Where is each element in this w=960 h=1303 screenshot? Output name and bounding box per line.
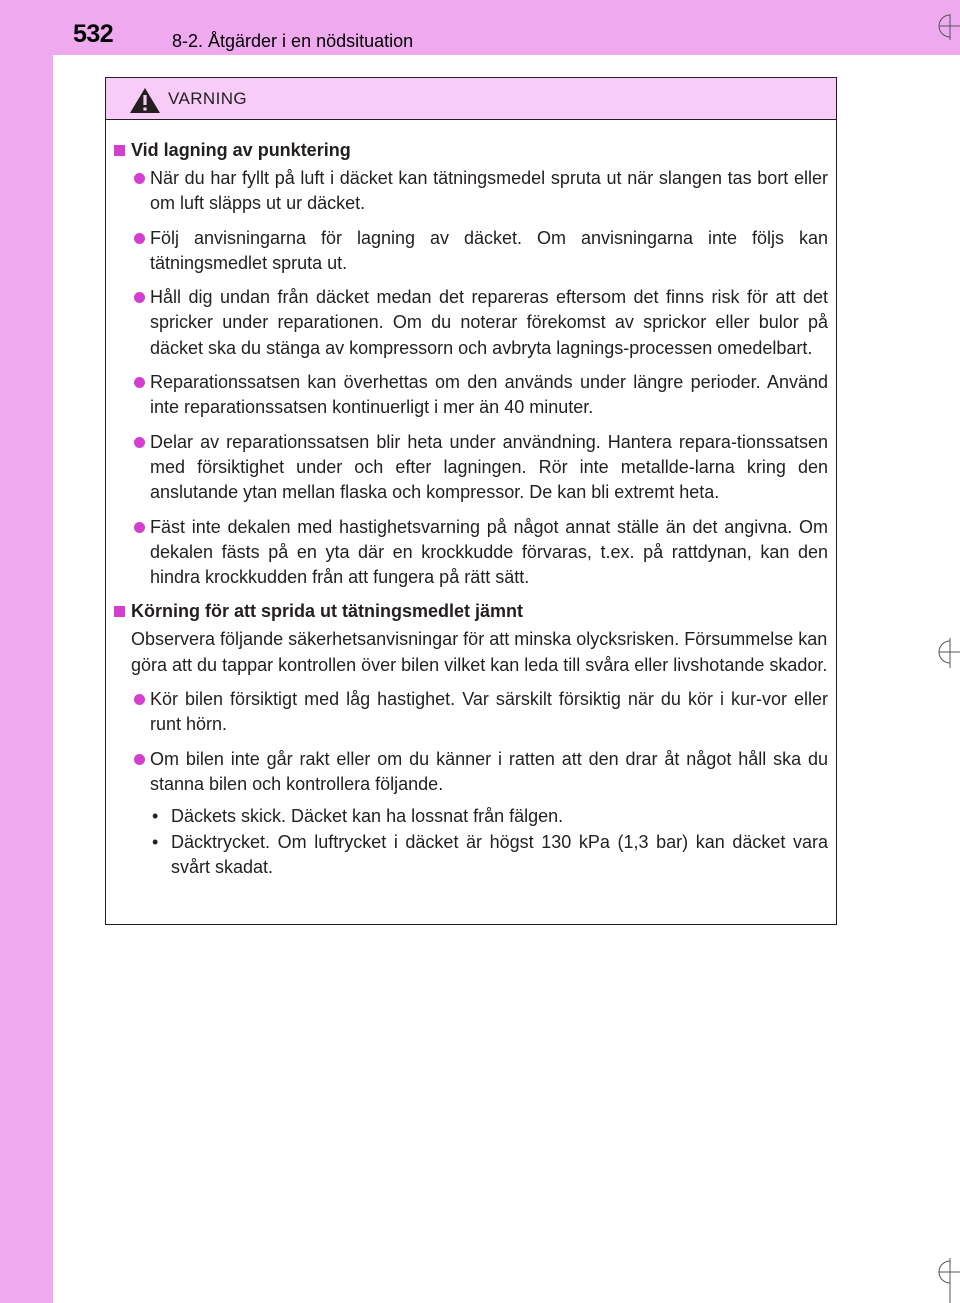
section-heading-text: Körning för att sprida ut tätningsmedlet jämnt bbox=[131, 601, 524, 622]
crop-mark-top-right-icon bbox=[936, 14, 960, 40]
list-item-text: Följ anvisningarna för lagning av däcket. Om anvisningarna inte följs kan tätningsmedlet spruta ut. bbox=[150, 227, 828, 273]
section-heading-driving bbox=[113, 599, 828, 624]
round-bullet-icon bbox=[134, 754, 145, 765]
warning-body bbox=[106, 120, 836, 880]
list-item-text: Kör bilen försiktigt med låg hastighet. Var särskilt försiktig när du kör i kur-vor eller runt hörn. bbox=[150, 689, 828, 735]
round-bullet-icon bbox=[134, 437, 145, 448]
list-item bbox=[113, 515, 828, 591]
round-bullet-icon bbox=[134, 377, 145, 388]
round-bullet-icon bbox=[134, 694, 145, 705]
list-item bbox=[113, 747, 828, 798]
list-item-text: Delar av reparationssatsen blir heta under användning. Hantera repara-tionssatsen med försiktighet under och efter lagningen. Rör inte metallde-larna kring den anslutande ytan mellan flaska och kompressor. De kan bli extremt heta. bbox=[150, 431, 828, 503]
list-item bbox=[113, 687, 828, 738]
list-item bbox=[113, 285, 828, 361]
sub-bullet-item bbox=[150, 830, 828, 881]
warning-header bbox=[106, 78, 836, 120]
section-intro: Observera följande säkerhetsanvisningar för att minska olycksrisken. Försummelse kan göra att du tappar kontrollen över bilen vilket kan leda till svåra eller livshotande skador. bbox=[131, 629, 828, 675]
sub-bullet-item bbox=[150, 804, 828, 829]
list-item-text: Fäst inte dekalen med hastighetsvarning på något annat ställe än det angivna. Om dekalen fästs på en yta där en krockkudde förvaras, t.ex. på rattdynan, kan den hindra krockkudden från att fungera på rätt sätt. bbox=[150, 516, 828, 588]
round-bullet-icon bbox=[134, 292, 145, 303]
page-number: 532 bbox=[73, 20, 114, 48]
list-item-text: Reparationssatsen kan överhettas om den används under längre perioder. Använd inte reparationssatsen kontinuerligt i mer än 40 minuter. bbox=[150, 372, 828, 418]
section-title: 8-2. Åtgärder i en nödsituation bbox=[172, 31, 414, 51]
round-bullet-icon bbox=[134, 522, 145, 533]
list-item bbox=[113, 430, 828, 506]
list-item bbox=[113, 166, 828, 217]
square-bullet-icon bbox=[114, 145, 125, 156]
warning-box bbox=[105, 77, 837, 925]
round-bullet-icon bbox=[134, 233, 145, 244]
round-bullet-icon bbox=[134, 173, 145, 184]
section-heading-text: Vid lagning av punktering bbox=[131, 140, 351, 160]
list-item-text: Om bilen inte går rakt eller om du känner i ratten att den drar åt något håll ska du stanna bilen och kontrollera följande. bbox=[150, 748, 828, 794]
sub-bullet-list bbox=[113, 804, 828, 880]
list-item bbox=[113, 226, 828, 277]
list-item-text: När du har fyllt på luft i däcket kan tätningsmedel spruta ut när slangen tas bort eller om luft släpps ut ur däcket. bbox=[150, 168, 828, 214]
small-bullet-icon: • bbox=[152, 806, 159, 827]
sub-bullet-text: Däcktrycket. Om luftrycket i däcket är högst 130 kPa (1,3 bar) kan däcket vara svårt skadat. bbox=[171, 831, 828, 877]
list-item bbox=[113, 370, 828, 421]
square-bullet-icon bbox=[114, 606, 125, 617]
section-heading-puncture-repair bbox=[113, 138, 828, 163]
list-item-text: Håll dig undan från däcket medan det repareras eftersom det finns risk för att det spricker under reparationen. Om du noterar förekomst av sprickor eller bulor på däcket ska du stänga av kompressorn och avbryta lagnings-processen omedelbart. bbox=[150, 287, 828, 358]
page-sidebar-band bbox=[0, 0, 53, 1303]
small-bullet-icon: • bbox=[152, 831, 159, 852]
warning-label: VARNING bbox=[168, 89, 247, 108]
crop-mark-bottom-right-icon bbox=[936, 1258, 960, 1303]
warning-triangle-icon bbox=[129, 87, 161, 114]
crop-mark-right-middle-icon bbox=[936, 638, 960, 668]
sub-bullet-text: Däckets skick. Däcket kan ha lossnat från fälgen. bbox=[171, 806, 564, 827]
